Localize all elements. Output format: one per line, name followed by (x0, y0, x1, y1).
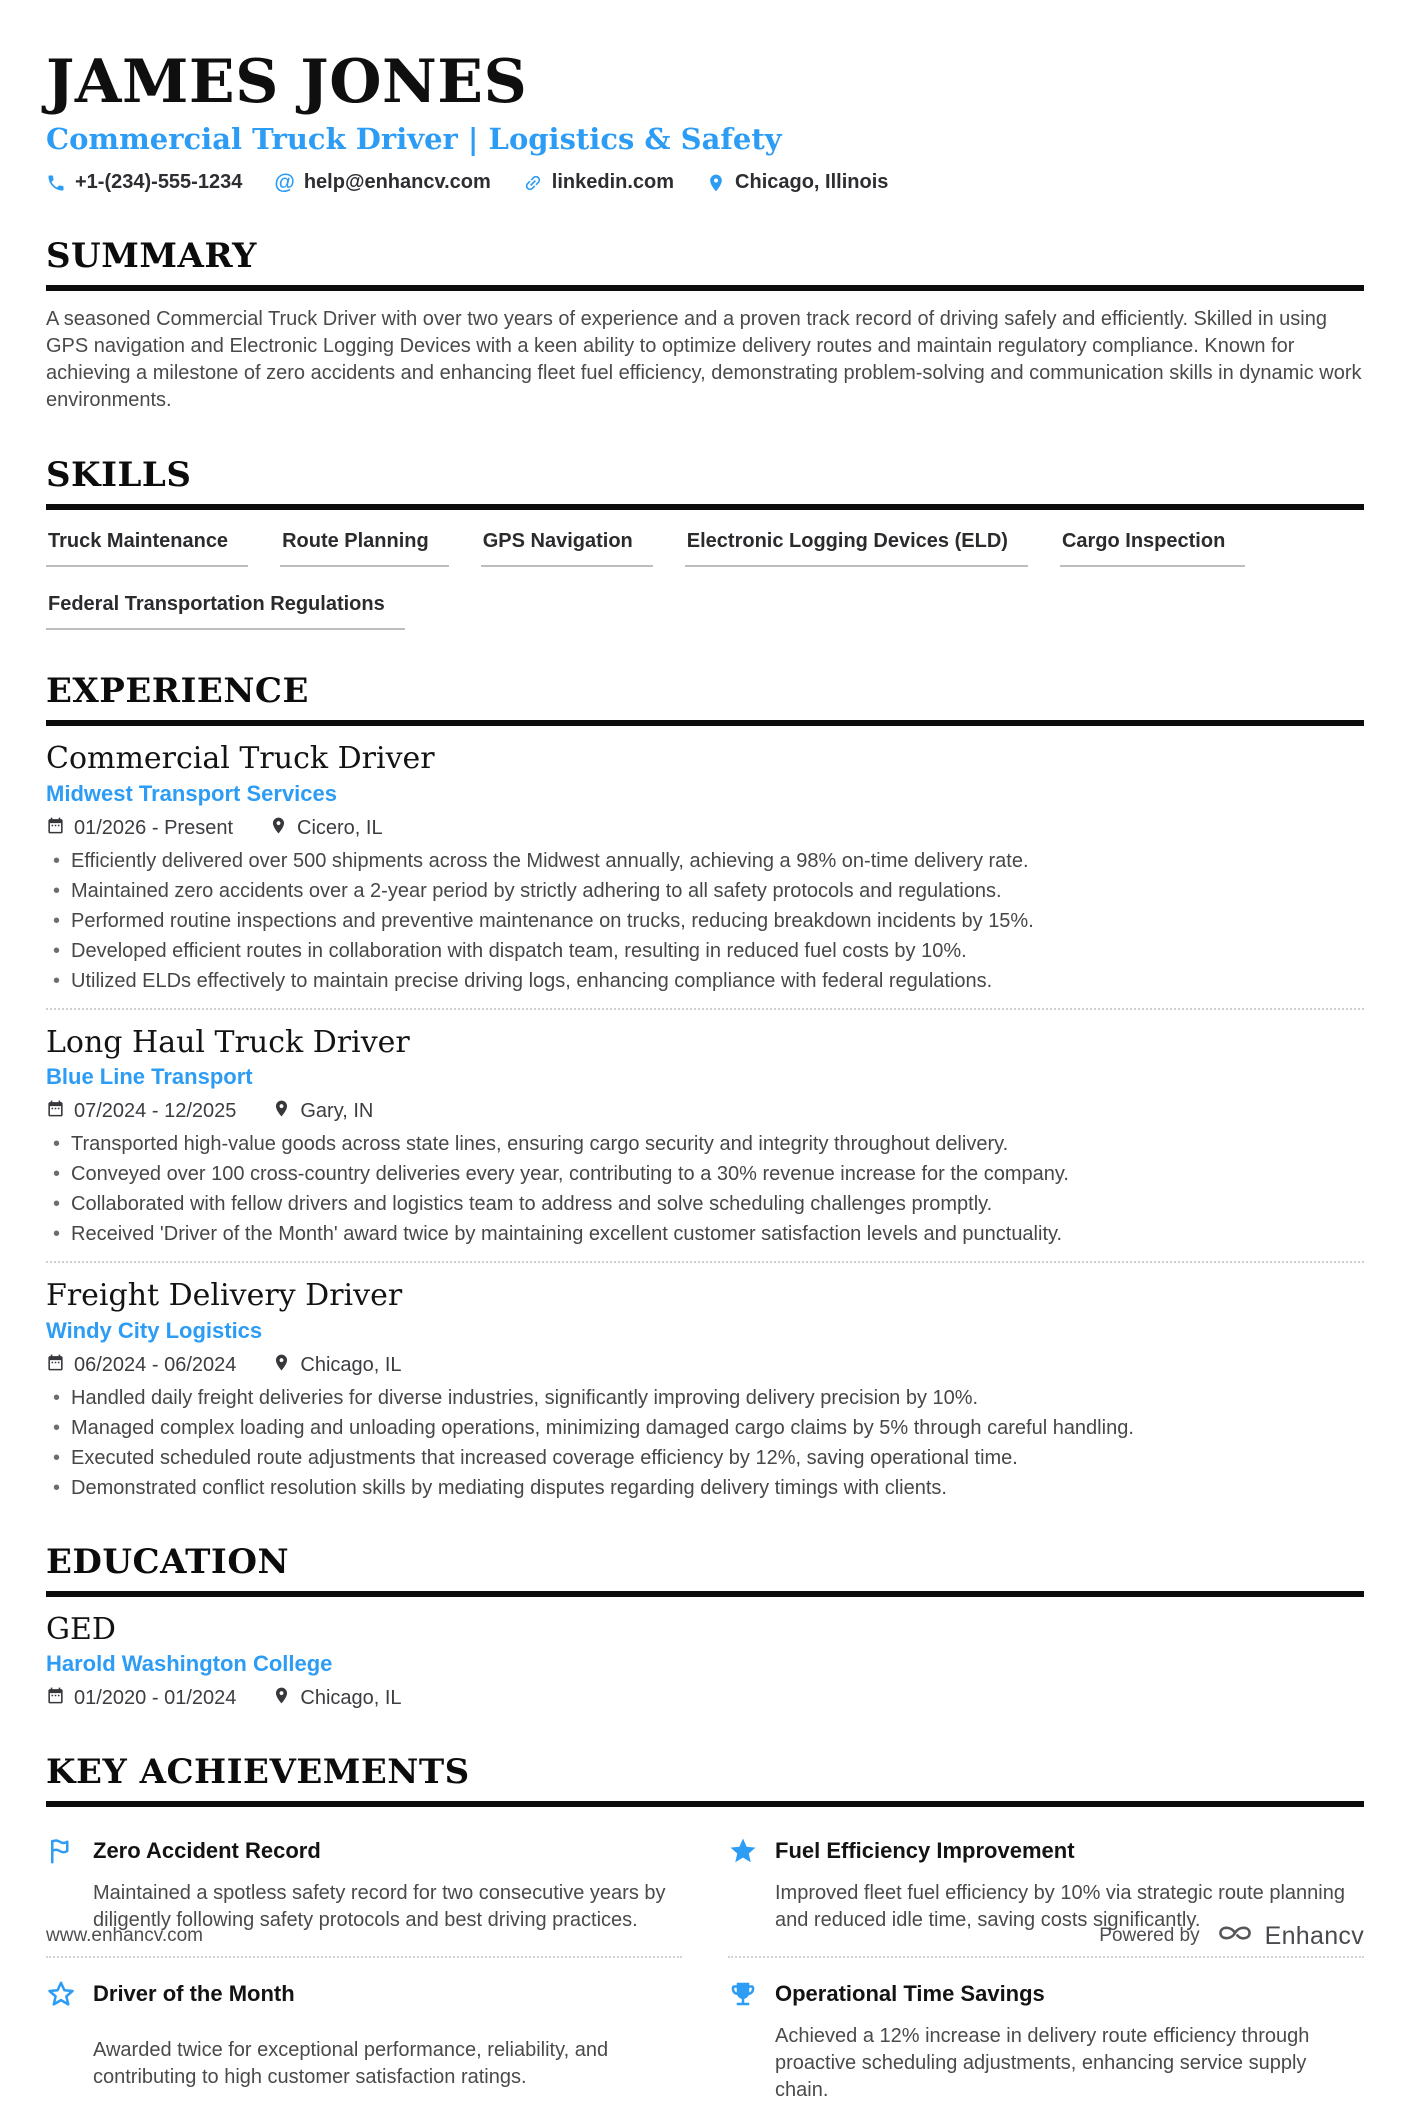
candidate-title: Commercial Truck Driver | Logistics & Safety (46, 121, 782, 156)
calendar-icon (46, 1353, 65, 1378)
summary-section (46, 237, 1364, 414)
location-pin-icon (272, 1099, 291, 1124)
skill-item: GPS Navigation (481, 530, 653, 567)
job-dates: 01/2026 - Present (46, 816, 233, 841)
enhancv-brand-name: Enhancv (1264, 1921, 1364, 1950)
star-outline-icon (46, 1979, 93, 2014)
footer-website: www.enhancv.com (46, 1925, 203, 1946)
resume-header (46, 47, 1364, 195)
email-contact[interactable] (274, 171, 490, 195)
achievement-description: Improved fleet fuel efficiency by 10% via strategic route planning and reduced idle time, saving costs significantly. (775, 1882, 1345, 1932)
star-filled-icon (728, 1836, 775, 1871)
page-footer (46, 1919, 1364, 1953)
job-company: Blue Line Transport (46, 1064, 253, 1090)
achievement-item (728, 1958, 1364, 2104)
education-heading: EDUCATION (46, 1543, 1364, 1597)
flag-icon (46, 1836, 93, 1871)
experience-section (46, 672, 1364, 1501)
summary-text: A seasoned Commercial Truck Driver with over two years of experience and a proven track record of driving safely and efficiently. Skilled in using GPS navigation and Electronic Logging Devices with a keen ability to optimize delivery routes and maintain regulatory compliance. Known for achieving a milestone of zero accidents and enhancing fleet fuel efficiency, demonstrating problem-solving and communication skills in dynamic work environments. (46, 307, 1362, 411)
calendar-icon (46, 1099, 65, 1124)
phone-icon (46, 173, 66, 193)
website-url: linkedin.com (551, 171, 675, 194)
location-pin-icon (269, 816, 288, 841)
calendar-icon (46, 816, 65, 841)
enhancv-logo-icon (1214, 1919, 1256, 1953)
location-pin-icon (706, 173, 726, 193)
bullet: • Demonstrated conflict resolution skills by mediating disputes regarding delivery timings with clients. (46, 1476, 1364, 1501)
bullet: • Collaborated with fellow drivers and logistics team to address and solve scheduling challenges promptly. (46, 1192, 1364, 1217)
email-address: help@enhancv.com (303, 171, 491, 194)
achievement-title: Zero Accident Record (93, 1838, 321, 1864)
skills-section (46, 456, 1364, 630)
job-title: Long Haul Truck Driver (46, 1024, 410, 1060)
achievement-title: Operational Time Savings (775, 1981, 1045, 2007)
achievement-item (46, 1958, 682, 2104)
job-dates: 06/2024 - 06/2024 (46, 1353, 236, 1378)
achievements-grid (46, 1815, 1364, 2104)
bullet: • Performed routine inspections and preventive maintenance on trucks, reducing breakdown incidents by 15%. (46, 909, 1364, 934)
bullet: • Executed scheduled route adjustments that increased coverage efficiency by 12%, saving operational time. (46, 1446, 1364, 1471)
phone-number: +1-(234)-555-1234 (75, 171, 243, 194)
location-pin-icon (272, 1353, 291, 1378)
job-location: Chicago, IL (272, 1353, 401, 1378)
bullet: • Managed complex loading and unloading operations, minimizing damaged cargo claims by 5% through careful handling. (46, 1416, 1364, 1441)
bullet: • Handled daily freight deliveries for diverse industries, significantly improving delivery precision by 10%. (46, 1386, 1364, 1411)
bullet: • Conveyed over 100 cross-country deliveries every year, contributing to a 30% revenue increase for the company. (46, 1162, 1364, 1187)
candidate-name: JAMES JONES (46, 47, 528, 117)
job-entry (46, 1010, 1364, 1248)
achievement-description: Achieved a 12% increase in delivery route efficiency through proactive scheduling adjustments, enhancing service supply chain. (775, 2025, 1310, 2102)
job-bullets (46, 1132, 1364, 1247)
education-location: Chicago, IL (272, 1686, 401, 1711)
achievements-heading: KEY ACHIEVEMENTS (46, 1753, 1364, 1807)
skill-item: Truck Maintenance (46, 530, 248, 567)
location-contact (706, 171, 888, 194)
powered-by (1099, 1919, 1364, 1953)
job-location: Cicero, IL (269, 816, 383, 841)
contact-row (46, 171, 1364, 195)
location-text: Chicago, Illinois (735, 171, 889, 194)
skill-item: Cargo Inspection (1060, 530, 1245, 567)
job-meta (46, 816, 1364, 841)
skill-item: Federal Transportation Regulations (46, 593, 405, 630)
job-title: Commercial Truck Driver (46, 741, 435, 777)
at-icon: @ (274, 170, 295, 194)
phone-contact[interactable] (46, 171, 242, 194)
job-bullets (46, 1386, 1364, 1501)
bullet: • Utilized ELDs effectively to maintain precise driving logs, enhancing compliance with federal regulations. (46, 969, 1364, 994)
education-meta (46, 1686, 1364, 1711)
bullet: • Efficiently delivered over 500 shipments across the Midwest annually, achieving a 98% on-time delivery rate. (46, 849, 1364, 874)
achievement-description: Awarded twice for exceptional performance, reliability, and contributing to high customer satisfaction ratings. (93, 2038, 609, 2088)
achievement-title: Driver of the Month (93, 1981, 295, 2007)
job-bullets (46, 849, 1364, 994)
education-dates: 01/2020 - 01/2024 (46, 1686, 236, 1711)
job-meta (46, 1099, 1364, 1124)
school: Harold Washington College (46, 1651, 333, 1677)
skills-heading: SKILLS (46, 456, 1364, 510)
achievement-title: Fuel Efficiency Improvement (775, 1838, 1075, 1864)
link-icon (523, 173, 543, 193)
achievement-description: Maintained a spotless safety record for two consecutive years by diligently following safety protocols and best driving practices. (93, 1882, 666, 1932)
job-entry (46, 1263, 1364, 1501)
trophy-icon (728, 1979, 775, 2014)
education-entry (46, 1597, 1364, 1712)
website-contact[interactable] (523, 171, 674, 194)
bullet: • Transported high-value goods across state lines, ensuring cargo security and integrity throughout delivery. (46, 1132, 1364, 1157)
job-company: Windy City Logistics (46, 1317, 263, 1343)
bullet: • Maintained zero accidents over a 2-year period by strictly adhering to all safety protocols and regulations. (46, 879, 1364, 904)
job-company: Midwest Transport Services (46, 780, 337, 806)
job-entry (46, 726, 1364, 994)
skill-item: Electronic Logging Devices (ELD) (685, 530, 1028, 567)
experience-heading: EXPERIENCE (46, 672, 1364, 726)
job-dates: 07/2024 - 12/2025 (46, 1099, 236, 1124)
calendar-icon (46, 1686, 65, 1711)
skill-item: Route Planning (280, 530, 449, 567)
bullet: • Received 'Driver of the Month' award twice by maintaining excellent customer satisfaction levels and punctuality. (46, 1222, 1364, 1247)
job-title: Freight Delivery Driver (46, 1278, 403, 1314)
job-location: Gary, IN (272, 1099, 373, 1124)
location-pin-icon (272, 1686, 291, 1711)
bullet: • Developed efficient routes in collaboration with dispatch team, resulting in reduced fuel costs by 10%. (46, 939, 1364, 964)
skills-list (46, 530, 1364, 630)
degree: GED (46, 1611, 116, 1647)
education-section (46, 1543, 1364, 1712)
summary-heading: SUMMARY (46, 237, 1364, 291)
job-meta (46, 1353, 1364, 1378)
powered-by-label: Powered by (1099, 1925, 1200, 1946)
enhancv-brand-link[interactable] (1214, 1919, 1364, 1953)
